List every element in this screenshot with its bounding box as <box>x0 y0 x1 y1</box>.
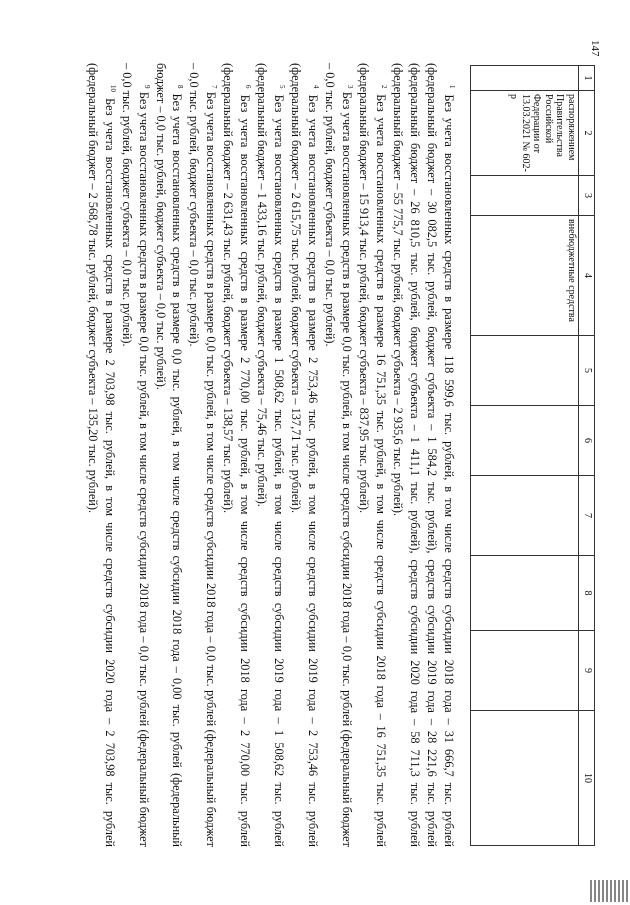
table-block <box>475 65 595 845</box>
footnote-number: 3 <box>346 85 355 89</box>
footnote-text: Без учета восстановленных средств в размере 2 703,98 тыс. рублей, в том числе средств субсидии 2020 года – 2 703,98 тыс. рублей (федеральный бюджет – 2 568,78 тыс. рублей, бюджет субъекта – 135,20 тыс. рублей). <box>85 63 117 848</box>
footnote-text: Без учета восстановленных средств в размере 2 753,46 тыс. рублей, в том числе средств субсидии 2019 года – 2 753,46 тыс. рублей (федеральный бюджет – 2 615,75 тыс. рублей, бюджет субъекта – 137,71 тыс. рублей). <box>289 63 321 848</box>
table-header-cell: 10 <box>579 711 595 846</box>
footnote-number: 8 <box>176 85 185 89</box>
footnote <box>84 63 118 847</box>
table-header-cell: 4 <box>579 216 595 336</box>
table-header-cell: 1 <box>579 66 595 91</box>
footnote-text: Без учета восстановленных средств в размере 16 751,35 тыс. рублей, в том числе средств субсидии 2018 года – 16 751,35 тыс. рублей (федеральный бюджет – 15 913,4 тыс. рублей, бюджет субъекта – 837,95 тыс. рублей). <box>357 63 389 847</box>
footnote-number: 2 <box>380 85 389 89</box>
footnote-text: Без учета восстановленных средств в размере 118 599,6 тыс. рублей, в том числе средств субсидии 2018 года – 31 666,7 тыс. рублей (федеральный бюджет – 30 082,5 тыс. рублей, бюджет субъекта – 1 584,2 тыс. рублей), средств субсидии 2019 года – 28 221,6 тыс. рублей (федеральный бюджет – 26 810,5 тыс. рублей, бюджет субъекта – 1 411,1 тыс. рублей), средств субсидии 2020 года – 58 711,3 тыс. рублей (федеральный бюджет – 55 775,7 тыс. рублей, бюджет субъекта – 2 935,6 тыс. рублей). <box>391 63 456 847</box>
table-cell <box>471 556 579 631</box>
footnote-text: Без учета восстановленных средств в размере 0,0 тыс. рублей, в том числе средств субсидии 2018 года – 0,0 тыс. рублей (федеральный бюджет – 0,0 тыс. рублей, бюджет субъекта – 0,0 тыс. рублей). <box>119 63 151 847</box>
table-header-cell: 6 <box>579 406 595 476</box>
table-cell <box>471 631 579 711</box>
footnote-number: 1 <box>448 85 457 89</box>
table-cell <box>471 406 579 476</box>
table-header-cell: 5 <box>579 336 595 406</box>
table-header-cell: 2 <box>579 91 595 176</box>
footnote <box>118 63 152 847</box>
scan-artifact <box>590 880 630 902</box>
footnote <box>186 63 220 847</box>
table-header-cell: 3 <box>579 176 595 216</box>
table-header-cell: 7 <box>579 476 595 556</box>
page-number: 147 <box>589 40 601 57</box>
rotated-page-content <box>45 55 605 855</box>
footnote-text: Без учета восстановленных средств в размере 1 508,62 тыс. рублей, в том числе средств субсидии 2019 года – 1 508,62 тыс. рублей (федеральный бюджет – 1 433,16 тыс. рублей, бюджет субъекта – 75,46 тыс. рублей). <box>255 63 287 848</box>
footnote <box>253 63 287 847</box>
table-cell <box>471 336 579 406</box>
footnote-text: Без учета восстановленных средств в размере 0,0 тыс. рублей, в том числе средств субсидии 2018 года – 0,00 тыс. рублей (федеральный бюджет – 0,0 тыс. рублей, бюджет субъекта – 0,0 тыс. рублей). <box>153 63 185 848</box>
footnote-number: 5 <box>278 85 287 89</box>
document-table <box>470 65 595 846</box>
table-header-cell: 9 <box>579 631 595 711</box>
table-cell <box>471 711 579 846</box>
table-cell-funding-source: внебюджетные средства <box>471 216 579 336</box>
table-cell-decree: распоряжением Правительства Российской Федерации от 13.03.2021 № 602-р <box>471 91 579 176</box>
footnote-number: 7 <box>210 85 219 89</box>
footnote-number: 4 <box>312 85 321 89</box>
table-header-cell: 8 <box>579 556 595 631</box>
footnote-text: Без учета восстановленных средств в размере 0,0 тыс. рублей, в том числе средств субсидии 2018 года – 0,0 тыс. рублей (федеральный бюджет – 0,0 тыс. рублей, бюджет субъекта – 0,0 тыс. рублей). <box>323 63 355 847</box>
footnote <box>389 63 457 847</box>
footnote-text: Без учета восстановленных средств в размере 2 770,00 тыс. рублей, в том числе средств субсидии 2018 года – 2 770,00 тыс. рублей (федеральный бюджет – 2 631,43 тыс. рублей, бюджет субъекта – 138,57 тыс. рублей). <box>221 63 253 848</box>
footnote <box>355 63 389 847</box>
table-cell <box>471 176 579 216</box>
footnote-number: 6 <box>244 85 253 89</box>
footnote-text: Без учета восстановленных средств в размере 0,0 тыс. рублей, в том числе средств субсидии 2018 года – 0,0 тыс. рублей (федеральный бюджет – 0,0 тыс. рублей, бюджет субъекта – 0,0 тыс. рублей). <box>187 63 219 847</box>
footnotes <box>84 63 457 847</box>
table-cell <box>471 476 579 556</box>
footnote <box>321 63 355 847</box>
footnote-number: 10 <box>108 85 117 92</box>
footnote-number: 9 <box>142 85 151 89</box>
footnote <box>287 63 321 847</box>
table-header-row <box>579 66 595 846</box>
footnote <box>152 63 186 847</box>
table-cell <box>471 66 579 91</box>
table-row <box>471 66 579 846</box>
footnote <box>219 63 253 847</box>
